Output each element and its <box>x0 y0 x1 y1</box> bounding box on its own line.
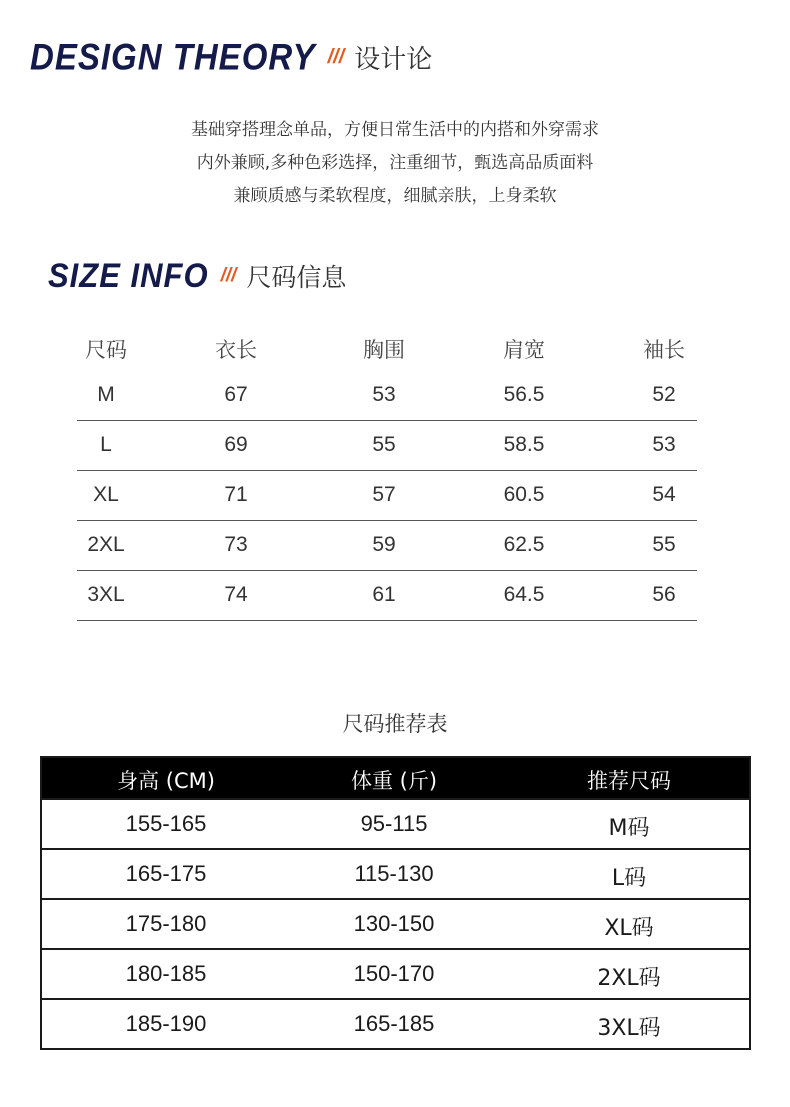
length-cell: 69 <box>224 433 248 456</box>
column-header-weight: 体重 (斤) <box>350 769 438 793</box>
shoulder-cell: 62.5 <box>503 533 545 556</box>
size-info-title-zh: 尺码信息 <box>246 263 347 292</box>
chest-cell: 59 <box>372 533 396 556</box>
chest-cell: 53 <box>372 383 396 406</box>
table-row <box>0 371 790 421</box>
column-header-length: 衣长 <box>215 338 257 362</box>
height-cell: 165-175 <box>125 861 207 886</box>
table-row <box>42 798 749 848</box>
description-line: 兼顾质感与柔软程度，细腻亲肤，上身柔软 <box>233 186 557 206</box>
length-cell: 73 <box>224 533 248 556</box>
slashes-decoration: /// <box>327 45 345 68</box>
slashes-decoration: /// <box>220 265 237 286</box>
size-cell: 3XL <box>87 583 125 606</box>
sleeve-cell: 54 <box>652 483 676 506</box>
weight-cell: 165-185 <box>353 1011 435 1036</box>
design-theory-title-en: DESIGN THEORY <box>30 35 316 78</box>
sleeve-cell: 53 <box>652 433 676 456</box>
design-theory-heading <box>30 35 433 78</box>
chest-cell: 57 <box>372 483 396 506</box>
length-cell: 67 <box>224 383 248 406</box>
column-header-size: 尺码 <box>85 338 127 362</box>
recommended-size-cell: M码 <box>608 816 650 841</box>
size-cell: 2XL <box>87 533 125 556</box>
row-divider <box>77 620 697 621</box>
table-row <box>0 571 790 621</box>
recommended-size-cell: 2XL码 <box>597 966 661 991</box>
height-cell: 180-185 <box>125 961 207 986</box>
height-cell: 155-165 <box>125 811 207 836</box>
shoulder-cell: 64.5 <box>503 583 545 606</box>
column-header-recommended-size: 推荐尺码 <box>587 769 671 793</box>
height-cell: 175-180 <box>125 911 207 936</box>
table-row <box>0 421 790 471</box>
table-row <box>0 471 790 521</box>
length-cell: 71 <box>224 483 248 506</box>
weight-cell: 115-130 <box>354 861 434 886</box>
size-info-heading <box>48 255 347 296</box>
design-theory-title-zh: 设计论 <box>354 44 433 75</box>
description-line: 内外兼顾,多种色彩选择，注重细节，甄选高品质面料 <box>196 153 594 173</box>
chest-cell: 55 <box>372 433 396 456</box>
column-header-chest: 胸围 <box>363 338 405 362</box>
shoulder-cell: 58.5 <box>503 433 545 456</box>
column-header-shoulder: 肩宽 <box>503 338 545 362</box>
weight-cell: 130-150 <box>353 911 435 936</box>
design-description <box>0 114 790 213</box>
description-line: 基础穿搭理念单品，方便日常生活中的内搭和外穿需求 <box>191 120 599 140</box>
table-row <box>42 998 749 1048</box>
weight-cell: 95-115 <box>360 811 428 836</box>
table-row <box>0 521 790 571</box>
length-cell: 74 <box>224 583 248 606</box>
shoulder-cell: 60.5 <box>503 483 545 506</box>
size-cell: L <box>100 433 112 456</box>
size-info-title-en: SIZE INFO <box>48 255 209 296</box>
recommended-size-cell: 3XL码 <box>597 1016 661 1041</box>
column-header-sleeve: 袖长 <box>643 338 685 362</box>
weight-cell: 150-170 <box>353 961 435 986</box>
sleeve-cell: 55 <box>652 533 676 556</box>
size-recommendation-title: 尺码推荐表 <box>342 712 448 736</box>
recommendation-table-header <box>42 758 749 798</box>
column-header-height: 身高 (CM) <box>117 769 215 793</box>
recommended-size-cell: XL码 <box>604 916 654 941</box>
sleeve-cell: 56 <box>652 583 676 606</box>
sleeve-cell: 52 <box>652 383 676 406</box>
chest-cell: 61 <box>372 583 396 606</box>
shoulder-cell: 56.5 <box>503 383 545 406</box>
size-table-header <box>0 332 790 366</box>
size-cell: M <box>97 383 115 406</box>
height-cell: 185-190 <box>125 1011 207 1036</box>
size-cell: XL <box>93 483 119 506</box>
table-row <box>42 948 749 998</box>
table-row <box>42 898 749 948</box>
table-row <box>42 848 749 898</box>
recommended-size-cell: L码 <box>611 866 647 891</box>
size-recommendation-table <box>40 756 751 1050</box>
